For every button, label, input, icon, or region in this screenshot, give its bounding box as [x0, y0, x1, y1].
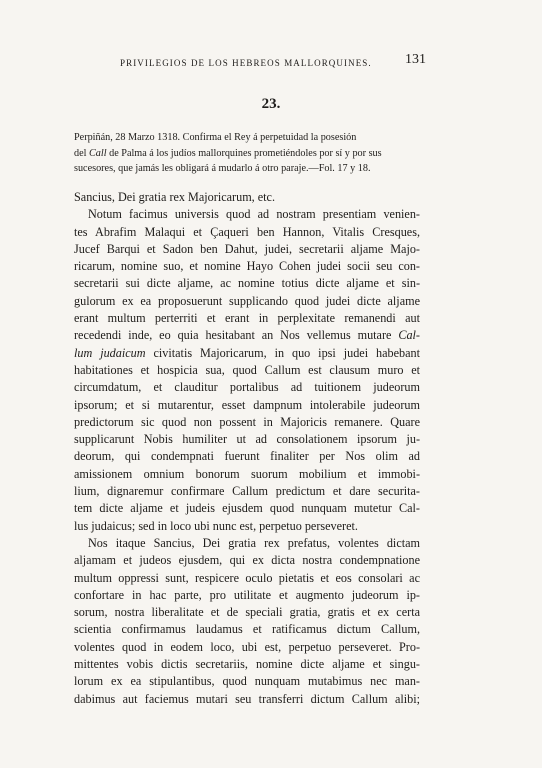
text-line: secretarii sui dicte aljame, ac nomine totius dicte aljame et sin- — [74, 276, 420, 291]
page-number: 131 — [405, 52, 426, 67]
text-line: gulorum ex ea proposuerunt supplicando quod judei dicte aljame — [74, 293, 420, 308]
summary-line — [74, 146, 420, 162]
text-line: lium, dignaremur confirmare Callum predictum et dare securita- — [74, 484, 420, 499]
summary-line: sucesores, que jamás les obligará á mudarlo á otro paraje.—Fol. 17 y 18. — [74, 163, 371, 174]
text-line: volentes quod in eodem loco, ubi est, perpetuo perseveret. Pro- — [74, 639, 420, 654]
text-line: sorum, nostra liberalitate et de speciali gratia, gratis et ex certa — [74, 605, 420, 620]
document-body — [74, 189, 420, 708]
text-line: confortare in hac parte, pro utilitate et augmento judeorum ip- — [74, 587, 420, 602]
text-line: lus judaicus; sed in loco ubi nunc est, perpetuo perseveret. — [74, 518, 358, 533]
text-line: amissionem omnium bonorum suorum mobilium et immobi- — [74, 466, 420, 481]
text-segment: recedendi inde, eo quia hesitabant an Nos vellemus mutare — [74, 328, 399, 343]
text-line: mittentes vobis dictis secretariis, nomine dicte aljame et singu- — [74, 657, 420, 672]
summary-text: del — [74, 147, 89, 159]
text-line: tes Abrafim Malaqui et Çaqueri ben Hannon, Vitalis Cresques, — [74, 224, 420, 239]
text-line: predictorum sic quod non possent in Majoricis remanere. Quare — [74, 414, 420, 429]
text-line: tem dicte aljame et judeis ejusdem quod nunquam mutetur Cal- — [74, 501, 420, 516]
text-line: Jucef Barqui et Sadon ben Dahut, judei, secretarii aljame Majo- — [74, 241, 420, 256]
text-line — [74, 345, 420, 362]
summary-text: de Palma á los judíos mallorquines prometiéndoles por sí y por sus — [106, 147, 382, 159]
running-title: PRIVILEGIOS DE LOS HEBREOS MALLORQUINES. — [120, 58, 372, 68]
text-line: circumdatum, et clauditur portalibus ad tuitionem judeorum — [74, 380, 420, 395]
text-line: multum oppressi sunt, respicere oculo pietatis et eos consolari ac — [74, 570, 420, 585]
text-line: scientia confirmamus laudamus et ratificamus dictum Callum, — [74, 622, 420, 637]
italic-lum-judaicum: lum judaicum — [74, 345, 146, 360]
text-line: ricarum, nomine suo, et nomine Hayo Cohen judei socii seu con- — [74, 259, 420, 274]
text-line: habitationes et hospicia sua, quod Callum est clausum muro et — [74, 362, 420, 377]
text-line: aljamam et judeos ejusdem, qui ex dicta nostra condempnatione — [74, 553, 420, 568]
text-line: Nos itaque Sancius, Dei gratia rex prefatus, volentes dictam — [88, 535, 420, 550]
text-line: dabimus aut faciemus mutari seu transferri dictum Callum alibi; — [74, 691, 420, 706]
italic-callum: Cal- — [398, 328, 420, 343]
document-summary — [74, 130, 420, 177]
text-line: erant multum perterriti et erant in perplexitate remanendi aut — [74, 311, 420, 326]
text-line: Sancius, Dei gratia rex Majoricarum, etc. — [74, 190, 276, 204]
document-number: 23. — [261, 96, 281, 112]
text-line: deorum, qui condempnati fuerunt finaliter per Nos olim ad — [74, 449, 420, 464]
summary-italic-call: Call — [89, 147, 107, 159]
text-line: lorum ex ea stipulantibus, quod nunquam mutabimus nec man- — [74, 674, 420, 689]
text-segment: civitatis Majoricarum, in quo ipsi judei habebant — [145, 345, 420, 360]
text-line: ipsorum; et si mutarentur, esset dampnum intolerabile judeorum — [74, 397, 420, 412]
summary-line: Perpiñán, 28 Marzo 1318. Confirma el Rey á perpetuidad la posesión — [74, 132, 357, 143]
text-line: Notum facimus universis quod ad nostram presentiam venien- — [88, 207, 420, 222]
text-line: supplicarunt Nobis humiliter ut ad consolationem ipsorum ju- — [74, 432, 420, 447]
text-line — [74, 327, 420, 344]
